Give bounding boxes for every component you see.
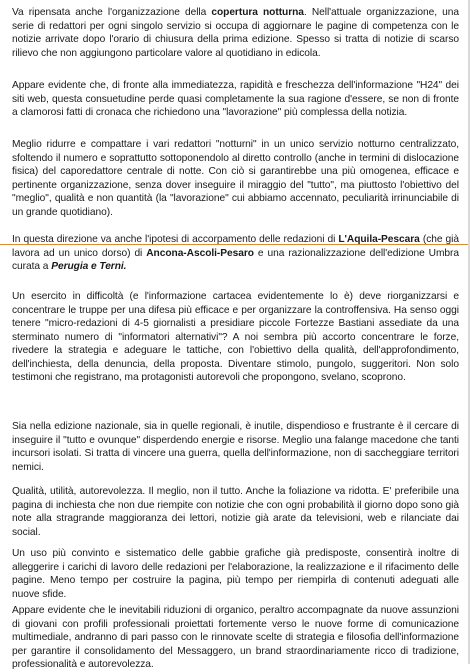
text: Va ripensata anche l'organizzazione della <box>12 7 212 18</box>
text: (che già lavora ad un unico dorso) di <box>12 234 459 259</box>
text: e una razionalizzazione dell'edizione Umbra curata a <box>12 247 459 272</box>
bold-place: L'Aquila-Pescara <box>338 234 420 245</box>
paragraph-staff-reductions: Appare evidente che le inevitabili riduzioni di organico, peraltro accompagnate da nuove assunzioni di giovani con profili professionali proiettati fortemente verso le nuove forme di comunicazione multimediale, andranno di pari passo con le rinnovate scelte di strategia e filosofia dell'informazione per garantire il consolidamento del Messaggero, un brand straordinariamente ricco di tradizione, professionalità e autorevolezza. <box>12 605 459 670</box>
paragraph-army-analogy: Un esercito in difficoltà (e l'informazione cartacea evidentemente lo è) deve riorganizzarsi e concentrare le truppe per una difesa più efficace e per organizzare la controffensiva. Ha senso oggi tenere "micro-redazioni di 4-5 giornalisti a presidiare piccole Fortezze Bastiani assediate da una sterminato numero di "informatori alternativi"? A noi sembra più accorto concentrare le forze, rivedere la strategia e adeguare le tattiche, con l'obiettivo della qualità, dell'approfondimento, dell'inchiesta, della denuncia, della proposta. Diventare stimolo, pungolo, suggeritori. Non solo testimoni che registrano, ma protagonisti autorevoli che propongono, svelano, scoprono. <box>12 291 459 383</box>
paragraph-quality: Qualità, utilità, autorevolezza. Il meglio, non il tutto. Anche la foliazione va ridotta. E' preferibile una pagina di inchiesta che non due riempite con notizie che con ogni probabilità il giorno dopo sono già note alla stragrande maggioranza dei lettori, notizie già arate da televisioni, web e rilanciate dai social. <box>12 486 459 538</box>
paragraph-night-coverage <box>12 6 459 60</box>
text: . Nell'attuale organizzazione, una serie di redattori per ogni singolo servizio si occupa di aggiornare le pagine di competenza con le notizie arrivate dopo l'orario di chiusura della prima edizione. Spesso si tratta di notizie di scarso rilievo che non aggiungono particolare valore al quotidiano in edicola. <box>12 7 459 59</box>
text: In questa direzione va anche l'ipotesi di accorpamento delle redazioni di <box>12 234 339 245</box>
paragraph-layout-grids: Un uso più convinto e sistematico delle gabbie grafiche già predisposte, consentirà inoltre di alleggerire i carichi di lavoro delle redazioni per l'elaborazione, la realizzazione e il rifacimento delle pagine. Meno tempo per costruire la pagina, più tempo per riempirla di contenuti adeguati alle nuove sfide. <box>12 548 459 600</box>
bold-phrase: copertura notturna <box>211 7 304 18</box>
bold-place: Ancona-Ascoli-Pesaro <box>146 247 254 259</box>
paragraph-h24-web: Appare evidente che, di fronte alla immediatezza, rapidità e freschezza dell'informazione "H24" dei siti web, questa consuetudine perde quasi completamente la sua ragione d'essere, se non di fronte a clamorosi fatti di cronaca che richiedono una "lavorazione" più complessa della notizia. <box>12 80 459 118</box>
paragraph-national-regional: Sia nella edizione nazionale, sia in quelle regionali, è inutile, dispendioso e frustrante è il cercare di inseguire il "tutto e ovunque" disperdendo energie e risorse. Meglio una falange macedone che tanti incursori isolati. Si tratta di vincere una guerra, quella dell'informazione, non di saccheggiare territori nemici. <box>12 421 459 473</box>
paragraph-night-editors: Meglio ridurre e compattare i vari redattori "notturni" in un unico servizio notturno centralizzato, sfoltendo il numero e soprattutto sottoponendolo al diretto controllo (anche in termini di dislocazione fisica) del caporedattore centrale di notte. Con ciò si garantirebbe una più omogenea, efficace e pertinente organizzazione, senza dover inseguire il miraggio del "tutto", ma piuttosto l'obiettivo del "meglio", qualità e non quantità (la "lavorazione" cui abbiamo accennato, peculiarità irrinunciabile di un grande quotidiano). <box>12 139 459 218</box>
paragraph-merge-offices <box>12 233 459 274</box>
bold-italic-place: Perugia e Terni. <box>51 261 127 272</box>
